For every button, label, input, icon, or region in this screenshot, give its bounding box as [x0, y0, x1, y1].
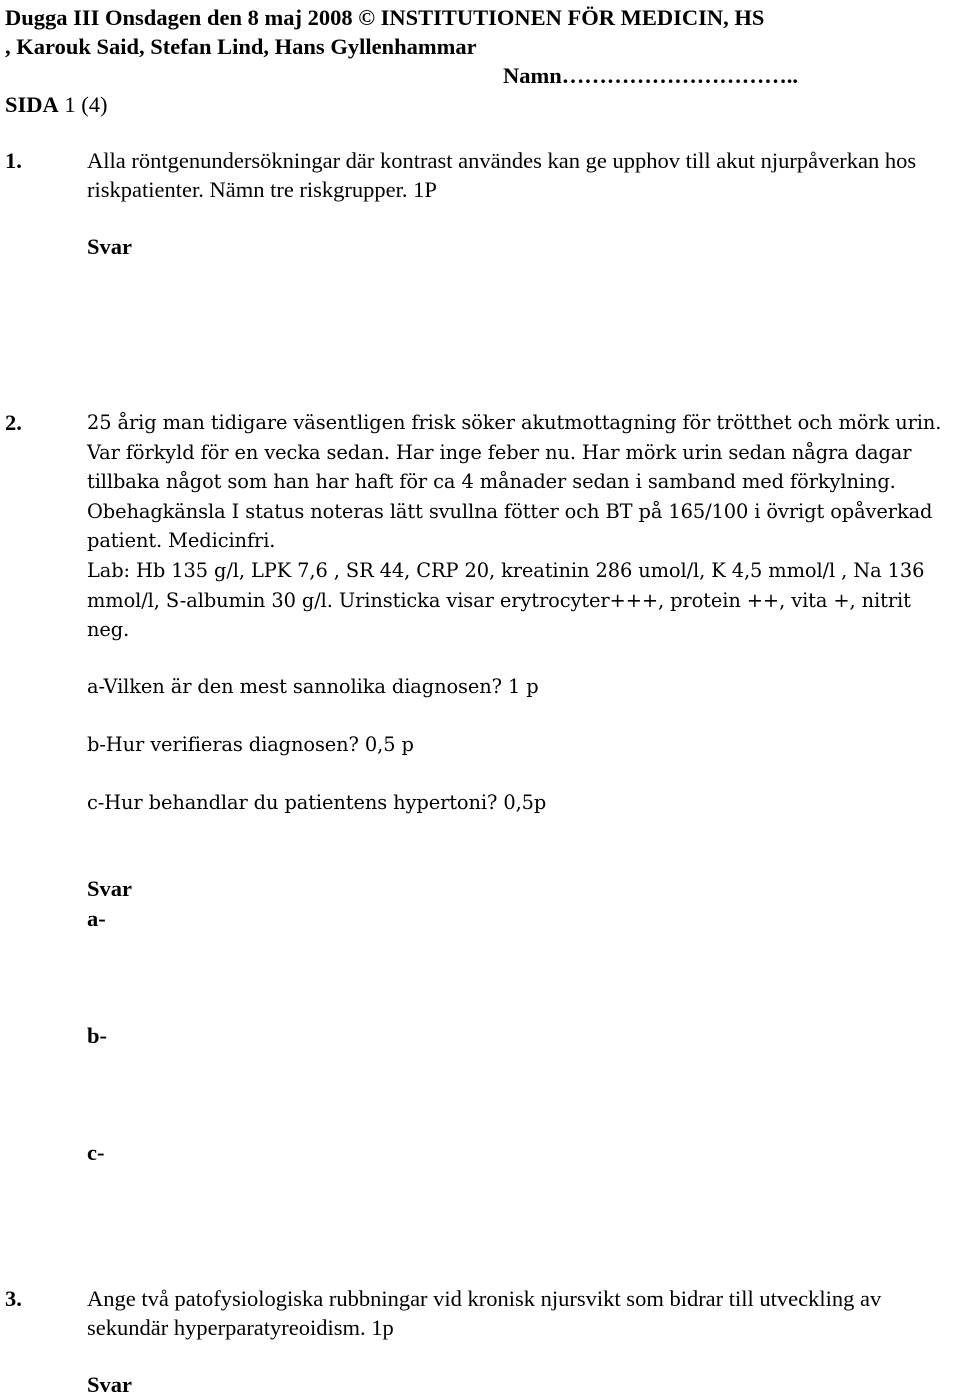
question-3-text: Ange två patofysiologiska rubbningar vid kronisk njursvikt som bidrar till utveckling av sekundär hyperparatyreoidism. 1p: [87, 1286, 882, 1341]
page-label: SIDA: [5, 92, 59, 117]
exam-title: Dugga III Onsdagen den 8 maj 2008 © INSTITUTIONEN FÖR MEDICIN, HS: [5, 5, 765, 30]
question-2a: a-Vilken är den mest sannolika diagnosen? 1 p: [87, 675, 539, 698]
question-3-answer-label: Svar: [87, 1372, 132, 1397]
question-2-number: 2.: [5, 410, 22, 435]
question-2c: c-Hur behandlar du patientens hypertoni? 0,5p: [87, 791, 547, 814]
question-2-answer-label: Svar: [87, 876, 132, 901]
question-2-lab-text: Lab: Hb 135 g/l, LPK 7,6 , SR 44, CRP 20, kreatinin 286 umol/l, K 4,5 mmol/l , Na 136 mmol/l, S-albumin 30 g/l. Urinsticka visar erytrocyter+++, protein ++, vita +, nitrit neg.: [87, 559, 925, 642]
question-2-answer-a: a-: [87, 906, 106, 931]
authors: , Karouk Said, Stefan Lind, Hans Gyllenhammar: [5, 34, 477, 59]
question-2b: b-Hur verifieras diagnosen? 0,5 p: [87, 733, 414, 756]
question-2-case-text: 25 årig man tidigare väsentligen frisk söker akutmottagning för trötthet och mörk urin. Var förkyld för en vecka sedan. Har inge feber nu. Har mörk urin sedan några dagar tillbaka något som han har haft för ca 4 månader sedan i samband med förkylning. Obehagkänsla I status noteras lätt svullna fötter och BT på 165/100 i övrigt opåverkad patient. Medicinfri.: [87, 411, 942, 553]
question-3-number: 3.: [5, 1286, 22, 1311]
page-indicator: [5, 92, 108, 118]
page-number: 1 (4): [58, 92, 108, 117]
question-1-text: Alla röntgenundersökningar där kontrast användes kan ge upphov till akut njurpåverkan hos riskpatienter. Nämn tre riskgrupper. 1P: [87, 148, 917, 203]
question-2-answer-b: b-: [87, 1023, 108, 1048]
name-field[interactable]: Namn…………………………..: [503, 63, 799, 88]
question-1-answer-label: Svar: [87, 234, 132, 259]
question-2-answer-c: c-: [87, 1140, 105, 1165]
question-1-number: 1.: [5, 148, 22, 173]
